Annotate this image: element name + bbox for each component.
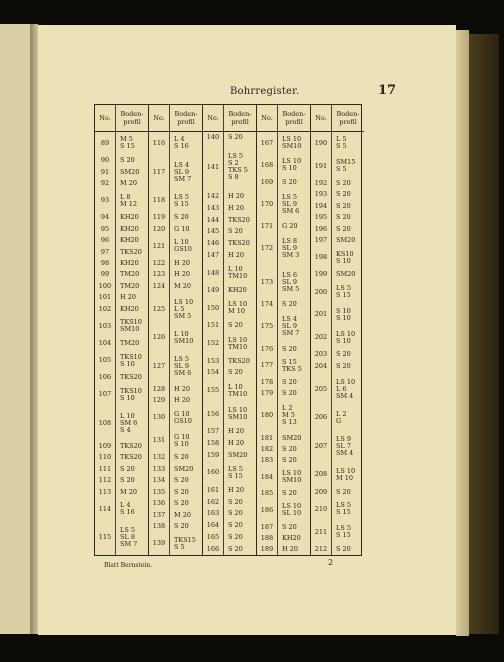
- row-number: 102: [98, 304, 112, 313]
- row-number: 190: [314, 138, 328, 147]
- soil-profile: S 20: [282, 455, 297, 464]
- row-number: 132: [152, 453, 166, 462]
- row-number: 142: [206, 192, 220, 201]
- row-number: 108: [98, 419, 112, 428]
- soil-profile: TKS20: [228, 356, 250, 365]
- page-stack-edge: [456, 30, 469, 636]
- row-number: 121: [152, 241, 166, 250]
- soil-profile: S 20: [228, 521, 243, 530]
- row-number: 204: [314, 361, 328, 370]
- row-number: 118: [152, 196, 166, 205]
- row-number: 138: [152, 521, 166, 530]
- soil-profile: SM20: [282, 433, 302, 442]
- row-number: 203: [314, 350, 328, 359]
- row-number: 148: [206, 268, 220, 277]
- soil-profile: S 20: [228, 227, 243, 236]
- row-number: 179: [260, 389, 274, 398]
- column-no: [257, 105, 278, 555]
- soil-profile: LS 10 TM10: [228, 335, 248, 351]
- soil-profile: KH20: [120, 213, 139, 222]
- soil-profile: M 20: [174, 281, 191, 290]
- row-number: 140: [206, 133, 220, 142]
- row-number: 157: [206, 427, 220, 436]
- soil-profile: S 20: [120, 464, 135, 473]
- running-title: Bohrregister.: [230, 86, 300, 97]
- soil-profile: S 20: [282, 389, 297, 398]
- row-number: 212: [314, 544, 328, 553]
- soil-profile: TKS20: [120, 441, 142, 450]
- soil-profile: LS 10 S 10: [336, 329, 356, 345]
- soil-profile: TKS20: [228, 239, 250, 248]
- soil-profile: M 5 S 15: [120, 135, 135, 151]
- row-number: 143: [206, 203, 220, 212]
- column-profile: [170, 105, 202, 555]
- row-number: 105: [98, 356, 112, 365]
- row-number: 211: [314, 527, 328, 536]
- column-no: [311, 105, 332, 555]
- row-number: 129: [152, 396, 166, 405]
- soil-profile: H 20: [174, 258, 191, 267]
- table-section: [95, 105, 149, 555]
- soil-profile: S 20: [228, 133, 243, 142]
- soil-profile: S 20: [228, 544, 243, 553]
- soil-profile: S 20: [336, 544, 351, 553]
- row-number: 176: [260, 344, 274, 353]
- row-number: 146: [206, 239, 220, 248]
- soil-profile: LS 8 SL 9 SM 3: [282, 237, 300, 260]
- soil-profile: KH20: [120, 259, 139, 267]
- soil-profile: TKS10 SM10: [120, 318, 142, 334]
- column-no: [149, 105, 170, 555]
- row-number: 106: [98, 373, 112, 382]
- row-number: 123: [152, 270, 166, 279]
- soil-profile: S 20: [336, 213, 351, 222]
- row-number: 155: [206, 386, 220, 394]
- soil-profile: TM20: [120, 281, 140, 290]
- soil-profile: S 20: [174, 476, 189, 485]
- soil-profile: LS 10 S 10: [282, 157, 302, 173]
- header-no: No.: [257, 105, 277, 132]
- row-number: 114: [98, 504, 112, 513]
- row-number: 166: [206, 544, 220, 553]
- soil-profile: L 5 S 5: [336, 135, 347, 151]
- row-number: 165: [206, 532, 220, 541]
- row-number: 112: [98, 476, 112, 485]
- row-number: 195: [314, 213, 328, 222]
- row-number: 178: [260, 377, 274, 386]
- row-number: 111: [98, 464, 112, 473]
- row-number: 208: [314, 470, 328, 479]
- row-number: 173: [260, 277, 274, 286]
- row-number: 139: [152, 539, 166, 548]
- soil-profile: S 20: [174, 487, 189, 496]
- row-number: 159: [206, 450, 220, 459]
- soil-profile: S 20: [228, 321, 243, 330]
- soil-profile: H 20: [228, 203, 245, 212]
- soil-profile: S 15 TKS 5: [282, 357, 302, 373]
- row-number: 126: [152, 333, 166, 342]
- soil-profile: SM20: [120, 167, 140, 176]
- row-number: 174: [260, 300, 274, 309]
- soil-profile: LS 5 S 2 TKS 5 S 8: [228, 152, 248, 182]
- row-number: 135: [152, 487, 166, 496]
- book-gutter: [30, 24, 38, 634]
- row-number: 196: [314, 224, 328, 233]
- header-profile: Boden- profil: [278, 105, 310, 132]
- soil-profile: M 20: [174, 510, 191, 519]
- soil-profile: TKS20: [120, 247, 142, 256]
- row-number: 120: [152, 224, 166, 233]
- soil-profile: LS 5 S 15: [228, 464, 243, 480]
- footer-mark: 2: [328, 558, 334, 567]
- row-number: 194: [314, 201, 328, 210]
- soil-profile: KH20: [282, 533, 301, 542]
- row-number: 172: [260, 244, 274, 253]
- soil-profile: LS 10 M 10: [228, 300, 248, 316]
- row-number: 122: [152, 258, 166, 267]
- soil-profile: LS 10 SL 10: [282, 502, 302, 518]
- row-number: 94: [100, 213, 110, 222]
- row-number: 133: [152, 464, 166, 473]
- row-number: 161: [206, 485, 220, 494]
- soil-profile: L 10 TM10: [228, 265, 248, 280]
- table-section: [149, 105, 203, 555]
- soil-profile: S 20: [336, 178, 351, 187]
- soil-profile: H 20: [282, 544, 299, 553]
- row-number: 197: [314, 236, 328, 245]
- soil-profile: KH20: [228, 286, 247, 295]
- soil-profile: LS 4 SL 9 SM 7: [174, 160, 192, 183]
- row-number: 128: [152, 384, 166, 393]
- header-profile: Boden- profil: [332, 105, 364, 132]
- row-number: 119: [152, 213, 166, 222]
- soil-profile: S 20: [336, 350, 351, 359]
- soil-profile: L 4 S 16: [174, 135, 189, 151]
- footer-note: Blatt Bernstein.: [104, 562, 153, 569]
- row-number: 202: [314, 333, 328, 342]
- row-number: 124: [152, 281, 166, 290]
- soil-profile: S 20: [336, 487, 351, 496]
- row-number: 149: [206, 286, 220, 295]
- column-no: [203, 105, 224, 555]
- row-number: 198: [314, 253, 328, 262]
- soil-profile: S 20: [282, 377, 297, 386]
- row-number: 95: [100, 224, 110, 233]
- row-number: 171: [260, 222, 274, 231]
- row-number: 136: [152, 499, 166, 508]
- soil-profile: L 10 SM10: [174, 329, 194, 345]
- row-number: 180: [260, 411, 274, 420]
- soil-profile: LS 9 SL 7 SM 4: [336, 434, 354, 457]
- soil-profile: H 20: [174, 270, 191, 279]
- soil-profile: H 20: [120, 293, 137, 302]
- soil-profile: S 20: [174, 499, 189, 508]
- soil-profile: LS 6 SL 9 SM 5: [282, 270, 300, 293]
- row-number: 162: [206, 497, 220, 506]
- soil-profile: LS 10 SM10: [282, 469, 302, 484]
- row-number: 185: [260, 489, 274, 498]
- soil-profile: S 20: [174, 453, 189, 462]
- soil-profile: TKS20: [228, 215, 250, 224]
- row-number: 152: [206, 339, 220, 347]
- soil-profile: KS10 S 10: [336, 249, 354, 265]
- soil-profile: LS 5 SL 9 SM 6: [174, 354, 192, 377]
- row-number: 89: [100, 138, 110, 147]
- soil-profile: S 20: [228, 509, 243, 518]
- soil-profile: KH20: [120, 224, 139, 233]
- soil-profile: L 10 TM10: [228, 382, 248, 398]
- soil-profile: SM20: [336, 270, 356, 279]
- soil-profile: L 4 S 16: [120, 501, 135, 517]
- soil-profile: LS 5 S 15: [174, 192, 189, 208]
- soil-profile: L 10 GS10: [174, 238, 192, 254]
- soil-profile: L 2 G: [336, 409, 347, 425]
- row-number: 145: [206, 227, 220, 236]
- soil-profile: H 20: [228, 438, 245, 447]
- row-number: 169: [260, 177, 274, 186]
- column-profile: [224, 105, 256, 555]
- row-number: 181: [260, 433, 274, 442]
- soil-profile: S 20: [228, 368, 243, 377]
- soil-profile: LS 10 L 6 SM 4: [336, 377, 356, 400]
- row-number: 160: [206, 468, 220, 477]
- header-no: No.: [149, 105, 169, 132]
- soil-profile: LS 5 SL 8 SM 7: [120, 526, 138, 549]
- soil-profile: TM20: [120, 270, 140, 279]
- row-number: 91: [100, 167, 110, 176]
- soil-profile: LS 10 L 5 SM 5: [174, 297, 194, 320]
- soil-profile: SM20: [228, 450, 248, 459]
- soil-profile: LS 5 S 15: [336, 524, 351, 540]
- column-no: [95, 105, 116, 555]
- row-number: 104: [98, 339, 112, 348]
- row-number: 175: [260, 322, 274, 331]
- left-page-edge: [0, 24, 30, 634]
- row-number: 177: [260, 361, 274, 370]
- row-number: 150: [206, 303, 220, 312]
- row-number: 144: [206, 215, 220, 224]
- row-number: 156: [206, 409, 220, 418]
- soil-profile: S 20: [282, 300, 297, 309]
- row-number: 92: [100, 178, 110, 187]
- row-number: 189: [260, 544, 274, 553]
- soil-profile: S 20: [282, 444, 297, 453]
- soil-profile: L 8 M 12: [120, 192, 137, 208]
- row-number: 167: [260, 138, 274, 147]
- soil-profile: KH20: [120, 304, 139, 313]
- row-number: 199: [314, 270, 328, 279]
- soil-profile: KH20: [120, 236, 139, 245]
- soil-profile: H 20: [228, 250, 245, 259]
- soil-profile: S 20: [282, 522, 297, 531]
- row-number: 96: [100, 236, 110, 245]
- column-profile: [116, 105, 148, 555]
- row-number: 200: [314, 287, 328, 296]
- soil-profile: S 20: [282, 177, 297, 186]
- row-number: 153: [206, 356, 220, 365]
- soil-profile: S 20: [336, 224, 351, 233]
- row-number: 188: [260, 533, 274, 542]
- row-number: 184: [260, 472, 274, 481]
- row-number: 187: [260, 522, 274, 531]
- soil-profile: S 20: [336, 361, 351, 370]
- row-number: 201: [314, 310, 328, 319]
- row-number: 131: [152, 436, 166, 445]
- soil-profile: S 20: [228, 532, 243, 541]
- header-profile: Boden- profil: [116, 105, 148, 132]
- soil-profile: G 10 S 10: [174, 432, 190, 448]
- soil-profile: H 20: [228, 485, 245, 494]
- row-number: 97: [100, 247, 110, 256]
- soil-profile: S 20: [120, 476, 135, 485]
- row-number: 110: [98, 453, 112, 462]
- table-section: [257, 105, 311, 555]
- row-number: 209: [314, 487, 328, 496]
- row-number: 193: [314, 190, 328, 199]
- soil-profile: TM20: [120, 339, 140, 348]
- soil-profile: TKS20: [120, 453, 142, 462]
- row-number: 186: [260, 505, 274, 514]
- soil-profile: H 20: [174, 384, 191, 393]
- row-number: 127: [152, 361, 166, 370]
- soil-profile: G 10: [174, 224, 190, 233]
- row-number: 147: [206, 250, 220, 259]
- soil-profile: L 10 SM 6 S 4: [120, 412, 138, 435]
- header-no: No.: [311, 105, 331, 132]
- row-number: 192: [314, 178, 328, 187]
- soil-profile: TKS15 S 5: [174, 535, 196, 551]
- soil-profile: L 2 M 5 S 13: [282, 404, 297, 427]
- row-number: 107: [98, 390, 112, 399]
- soil-profile: TKS10 S 10: [120, 352, 142, 368]
- row-number: 101: [98, 293, 112, 302]
- row-number: 164: [206, 521, 220, 530]
- soil-profile: S 20: [336, 201, 351, 210]
- soil-profile: S 20: [120, 156, 135, 165]
- table-section: [311, 105, 364, 555]
- soil-profile: LS 5 S 15: [336, 284, 351, 300]
- soil-profile: SM20: [174, 464, 194, 473]
- soil-profile: LS 4 SL 9 SM 7: [282, 315, 300, 338]
- row-number: 163: [206, 509, 220, 518]
- soil-profile: LS 10 SM10: [228, 406, 248, 421]
- row-number: 141: [206, 162, 220, 171]
- row-number: 158: [206, 438, 220, 447]
- drilling-register-table: [94, 104, 362, 556]
- row-number: 117: [152, 167, 166, 176]
- soil-profile: M 20: [120, 178, 137, 187]
- header-profile: Boden- profil: [224, 105, 256, 132]
- soil-profile: LS 5 SL 9 SM 6: [282, 192, 300, 215]
- soil-profile: S 20: [174, 213, 189, 222]
- row-number: 109: [98, 441, 112, 450]
- row-number: 134: [152, 476, 166, 485]
- row-number: 90: [100, 156, 110, 165]
- column-profile: [278, 105, 310, 555]
- row-number: 115: [98, 533, 112, 542]
- row-number: 100: [98, 281, 112, 290]
- soil-profile: S 20: [228, 497, 243, 506]
- header-no: No.: [95, 105, 115, 132]
- column-profile: [332, 105, 364, 555]
- soil-profile: S 20: [282, 489, 297, 498]
- soil-profile: G 20: [282, 222, 298, 231]
- soil-profile: TKS20: [120, 373, 142, 382]
- book-cover: [469, 34, 499, 634]
- row-number: 168: [260, 160, 274, 169]
- soil-profile: G 10 GS10: [174, 409, 192, 425]
- row-number: 113: [98, 487, 112, 496]
- soil-profile: M 20: [120, 487, 137, 496]
- row-number: 182: [260, 444, 274, 453]
- page-number: 17: [378, 83, 397, 98]
- soil-profile: H 20: [228, 427, 245, 436]
- row-number: 130: [152, 413, 166, 422]
- row-number: 103: [98, 321, 112, 330]
- row-number: 137: [152, 510, 166, 519]
- soil-profile: TKS10 S 10: [120, 386, 142, 402]
- row-number: 151: [206, 321, 220, 330]
- row-number: 98: [100, 259, 110, 267]
- row-number: 210: [314, 504, 328, 513]
- row-number: 99: [100, 270, 110, 279]
- soil-profile: S 20: [282, 344, 297, 353]
- soil-profile: H 20: [228, 192, 245, 201]
- row-number: 170: [260, 199, 274, 208]
- row-number: 93: [100, 196, 110, 205]
- header-no: No.: [203, 105, 223, 132]
- row-number: 183: [260, 455, 274, 464]
- soil-profile: SM15 S 5: [336, 158, 356, 174]
- row-number: 125: [152, 304, 166, 313]
- soil-profile: LS 5 S 15: [336, 501, 351, 517]
- soil-profile: S 20: [174, 521, 189, 530]
- header-profile: Boden- profil: [170, 105, 202, 132]
- soil-profile: S 20: [336, 190, 351, 199]
- table-section: [203, 105, 257, 555]
- soil-profile: S 10 S 10: [336, 306, 351, 322]
- row-number: 154: [206, 368, 220, 377]
- row-number: 206: [314, 413, 328, 422]
- soil-profile: SM20: [336, 236, 356, 245]
- soil-profile: H 20: [174, 396, 191, 405]
- row-number: 207: [314, 441, 328, 450]
- row-number: 191: [314, 161, 328, 170]
- row-number: 205: [314, 384, 328, 393]
- row-number: 116: [152, 138, 166, 147]
- soil-profile: LS 10 SM10: [282, 135, 302, 151]
- page-header: [38, 84, 456, 102]
- soil-profile: LS 10 M 10: [336, 466, 356, 482]
